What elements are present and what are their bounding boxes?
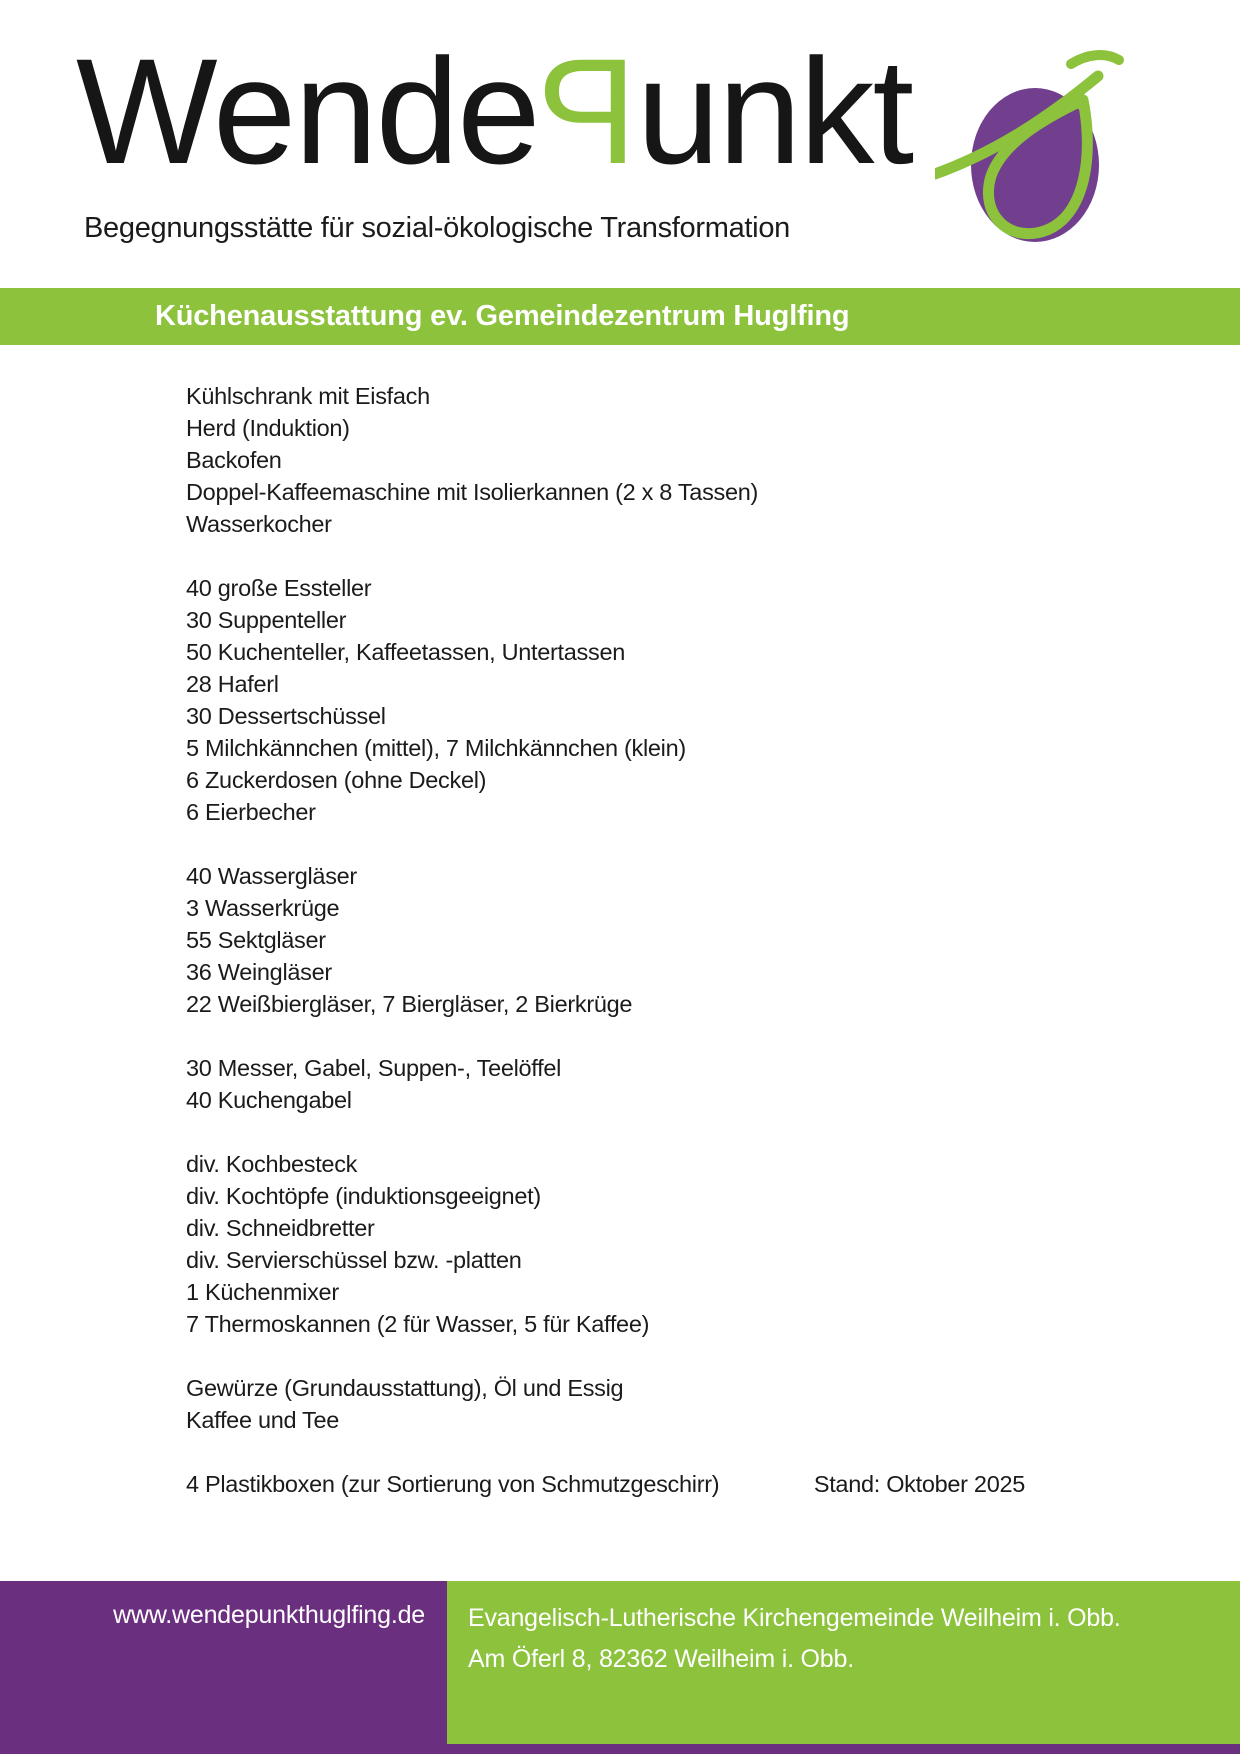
wendepunkt-logo-icon (935, 42, 1145, 252)
list-section (186, 1372, 1240, 1436)
list-section (186, 572, 1240, 828)
list-item: div. Schneidbretter (186, 1215, 375, 1241)
list-section (186, 1052, 1240, 1116)
footer-org-address (447, 1581, 1240, 1680)
list-item: 30 Dessertschüssel (186, 703, 386, 729)
list-item: Herd (Induktion) (186, 415, 350, 441)
list-item: 40 Kuchengabel (186, 1087, 352, 1113)
list-item: 40 große Essteller (186, 575, 372, 601)
list-section (186, 1148, 1240, 1340)
list-item: Wasserkocher (186, 511, 332, 537)
section-banner (0, 288, 1240, 345)
list-item: Backofen (186, 447, 282, 473)
list-item: div. Kochtöpfe (induktionsgeeignet) (186, 1183, 541, 1209)
list-item: 6 Zuckerdosen (ohne Deckel) (186, 767, 487, 793)
list-item: 3 Wasserkrüge (186, 895, 340, 921)
list-section (186, 860, 1240, 1020)
list-item: 4 Plastikboxen (zur Sortierung von Schmutzgeschirr) (186, 1471, 720, 1497)
list-item: 40 Wassergläser (186, 863, 357, 889)
wordmark-pre: Wende (76, 27, 539, 195)
list-item: 50 Kuchenteller, Kaffeetassen, Untertassen (186, 639, 625, 665)
list-item: 30 Messer, Gabel, Suppen-, Teelöffel (186, 1055, 562, 1081)
footer-org-line2: Am Öferl 8, 82362 Weilheim i. Obb. (468, 1645, 854, 1673)
list-item: div. Kochbesteck (186, 1151, 358, 1177)
list-item: Doppel-Kaffeemaschine mit Isolierkannen (2 x 8 Tassen) (186, 479, 759, 505)
stand-date-note: Stand: Oktober 2025 (813, 1471, 1025, 1497)
equipment-sections (186, 380, 1240, 1436)
list-item: 1 Küchenmixer (186, 1279, 339, 1305)
footer-website-link[interactable]: www.wendepunkthuglfing.de (113, 1601, 425, 1629)
equipment-list (186, 380, 1240, 1500)
footer (0, 1581, 1240, 1754)
list-item: 28 Haferl (186, 671, 279, 697)
footer-org-line1: Evangelisch-Lutherische Kirchengemeinde Weilheim i. Obb. (468, 1604, 1121, 1632)
wordmark-accent-flipped-p: P (538, 27, 637, 195)
list-item: 6 Eierbecher (186, 799, 316, 825)
wordmark-post: unkt (636, 27, 913, 195)
list-item: Gewürze (Grundausstattung), Öl und Essig (186, 1375, 624, 1401)
list-item: Kühlschrank mit Eisfach (186, 383, 430, 409)
banner-title: Küchenausstattung ev. Gemeindezentrum Huglfing (155, 300, 850, 332)
list-item: 30 Suppenteller (186, 607, 347, 633)
list-item: Kaffee und Tee (186, 1407, 340, 1433)
list-item: 7 Thermoskannen (2 für Wasser, 5 für Kaffee) (186, 1311, 650, 1337)
list-item: 22 Weißbiergläser, 7 Biergläser, 2 Bierkrüge (186, 991, 633, 1017)
footer-green-block (447, 1581, 1240, 1744)
logo-arrow-barb (1071, 55, 1119, 64)
list-section (186, 380, 1240, 540)
brand-tagline: Begegnungsstätte für sozial-ökologische Transformation (84, 212, 790, 244)
list-item: 5 Milchkännchen (mittel), 7 Milchkännchen (klein) (186, 735, 686, 761)
list-item: 55 Sektgläser (186, 927, 326, 953)
list-item: 36 Weingläser (186, 959, 332, 985)
brand-wordmark (76, 27, 913, 195)
equipment-last-row (186, 1468, 1240, 1500)
list-item: div. Servierschüssel bzw. -platten (186, 1247, 522, 1273)
